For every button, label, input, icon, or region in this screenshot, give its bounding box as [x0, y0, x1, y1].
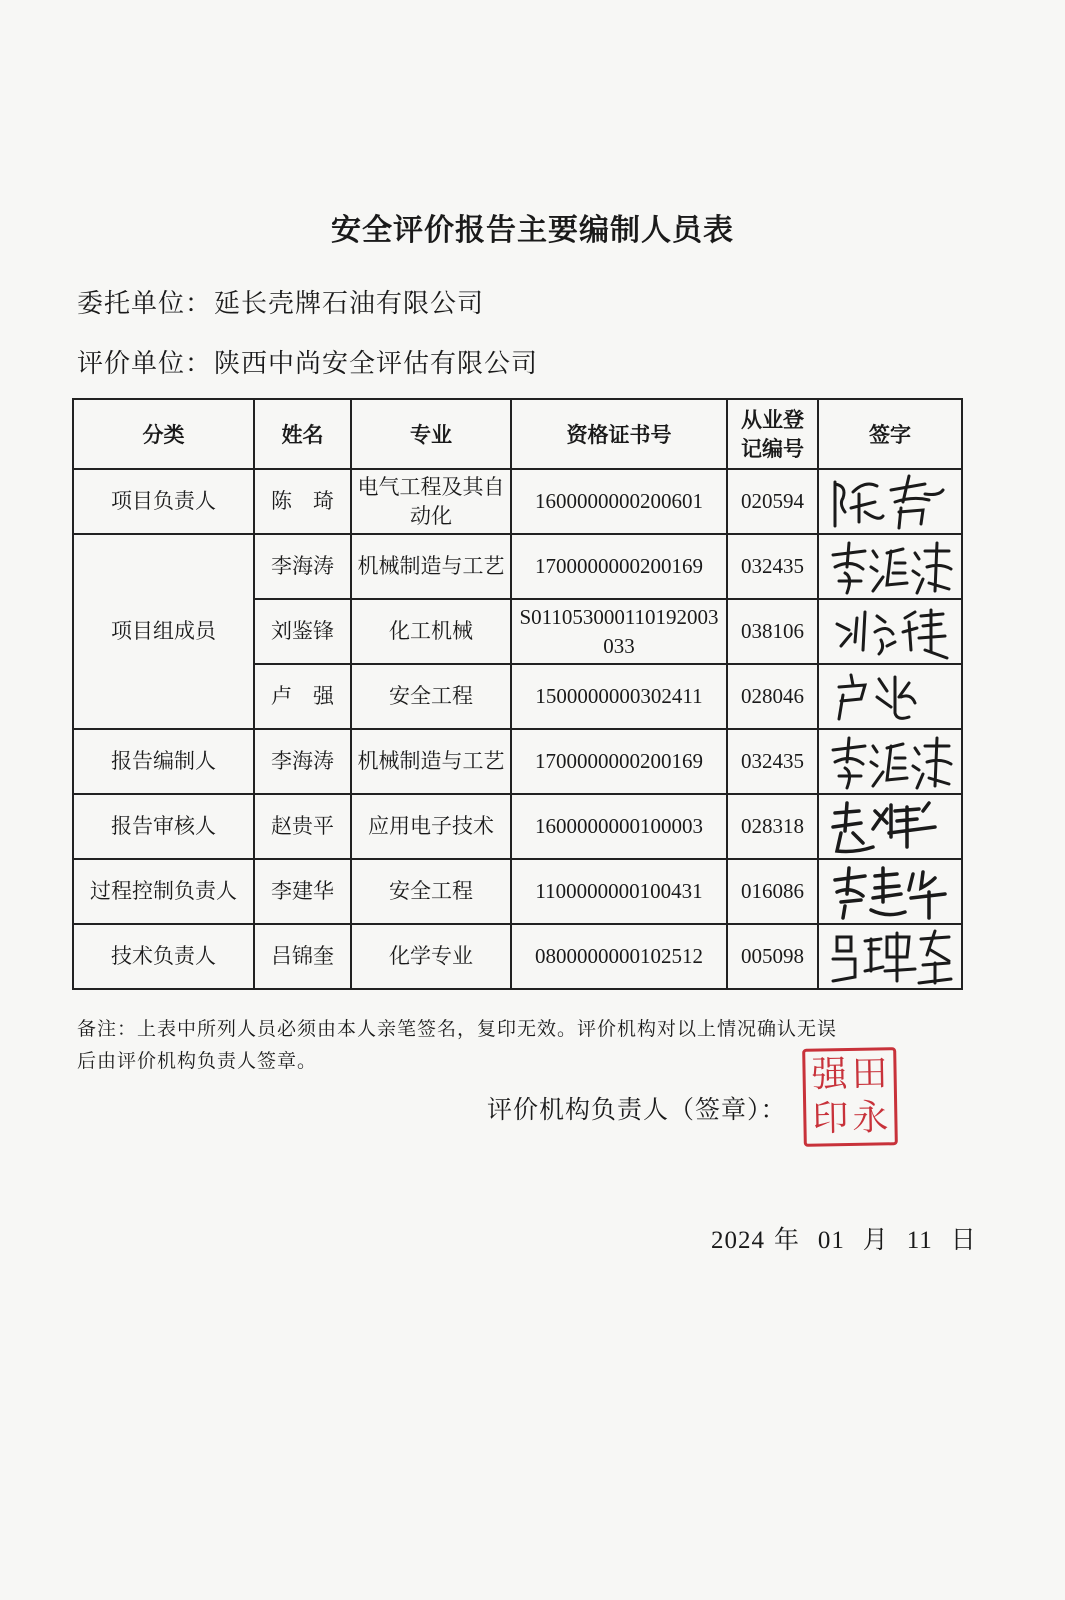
client-name: 延长壳牌石油有限公司 — [214, 289, 485, 319]
date-year-unit: 年 — [773, 1225, 800, 1254]
header-reg-line2: 记编号 — [741, 436, 804, 461]
cell-cert: 1700000000200169 — [511, 729, 727, 794]
cell-category: 报告编制人 — [73, 729, 254, 794]
handwritten-signature-icon — [825, 862, 955, 922]
signature-cell — [818, 859, 962, 924]
cell-major: 机械制造与工艺 — [351, 729, 511, 794]
cell-cert: S011053000110192003033 — [511, 599, 727, 664]
header-reg — [727, 399, 818, 469]
cell-category: 技术负责人 — [73, 924, 254, 989]
cell-reg: 032435 — [727, 534, 818, 599]
cell-name: 赵贵平 — [254, 794, 351, 859]
table-header-row — [73, 399, 962, 469]
cell-reg: 005098 — [727, 924, 818, 989]
cell-reg: 016086 — [727, 859, 818, 924]
cell-name: 刘鉴锋 — [254, 599, 351, 664]
header-name: 姓名 — [254, 399, 351, 469]
agency-head-sign-label: 评价机构负责人（签章）： — [487, 1095, 787, 1124]
signature-cell — [818, 729, 962, 794]
cell-cert: 0800000000102512 — [511, 924, 727, 989]
signature-cell — [818, 534, 962, 599]
cell-reg: 028318 — [727, 794, 818, 859]
cell-reg: 020594 — [727, 469, 818, 534]
date-month: 01 — [817, 1227, 845, 1254]
document-title: 安全评价报告主要编制人员表 — [331, 213, 734, 248]
cell-cert: 1600000000100003 — [511, 794, 727, 859]
date-day: 11 — [906, 1227, 933, 1254]
cell-cert: 1700000000200169 — [511, 534, 727, 599]
handwritten-signature-icon — [825, 927, 955, 987]
table-row — [73, 534, 962, 599]
header-major: 专业 — [351, 399, 511, 469]
evaluator-name: 陕西中尚安全评估有限公司 — [214, 349, 539, 379]
header-category: 分类 — [73, 399, 254, 469]
cell-major: 安全工程 — [351, 859, 511, 924]
table-row — [73, 924, 962, 989]
cell-name: 吕锦奎 — [254, 924, 351, 989]
cell-major: 安全工程 — [351, 664, 511, 729]
seal-char: 强 — [811, 1054, 848, 1096]
cell-name: 李海涛 — [254, 534, 351, 599]
cell-cert: 1600000000200601 — [511, 469, 727, 534]
cell-reg: 038106 — [727, 599, 818, 664]
cell-reg: 032435 — [727, 729, 818, 794]
remark-line1: 备注：上表中所列人员必须由本人亲笔签名，复印无效。评价机构对以上情况确认无误 — [77, 1018, 838, 1040]
handwritten-signature-icon — [825, 472, 955, 532]
table-row — [73, 859, 962, 924]
header-cert: 资格证书号 — [511, 399, 727, 469]
date-month-unit: 月 — [862, 1225, 889, 1254]
header-signature: 签字 — [818, 399, 962, 469]
cell-major: 化工机械 — [351, 599, 511, 664]
signature-cell — [818, 794, 962, 859]
date-day-unit: 日 — [950, 1225, 977, 1254]
handwritten-signature-icon — [825, 667, 955, 727]
handwritten-signature-icon — [825, 537, 955, 597]
client-line — [77, 283, 484, 320]
cell-name: 卢 强 — [254, 664, 351, 729]
client-label: 委托单位： — [77, 289, 213, 319]
table-row — [73, 794, 962, 859]
red-seal-icon — [802, 1047, 898, 1147]
cell-category: 项目组成员 — [73, 534, 254, 729]
seal-char: 永 — [852, 1097, 889, 1139]
handwritten-signature-icon — [825, 797, 955, 857]
seal-char: 印 — [812, 1098, 849, 1140]
cell-name: 李海涛 — [254, 729, 351, 794]
signature-cell — [818, 664, 962, 729]
signature-cell — [818, 469, 962, 534]
staff-table — [72, 398, 963, 990]
cell-major: 机械制造与工艺 — [351, 534, 511, 599]
remark-line2: 后由评价机构负责人签章。 — [77, 1050, 318, 1072]
table-row — [73, 729, 962, 794]
cell-category: 过程控制负责人 — [73, 859, 254, 924]
handwritten-signature-icon — [825, 732, 955, 792]
table-row — [73, 469, 962, 534]
signature-cell — [818, 599, 962, 664]
signature-cell — [818, 924, 962, 989]
cell-category: 项目负责人 — [73, 469, 254, 534]
document-date — [711, 1220, 977, 1256]
cell-category: 报告审核人 — [73, 794, 254, 859]
cell-name: 李建华 — [254, 859, 351, 924]
cell-major: 电气工程及其自动化 — [351, 469, 511, 534]
cell-name: 陈 琦 — [254, 469, 351, 534]
seal-char: 田 — [851, 1053, 888, 1095]
handwritten-signature-icon — [825, 602, 955, 662]
date-year: 2024 — [711, 1227, 765, 1254]
evaluator-line — [77, 343, 538, 380]
cell-cert: 1500000000302411 — [511, 664, 727, 729]
header-reg-line1: 从业登 — [741, 407, 804, 432]
cell-major: 化学专业 — [351, 924, 511, 989]
cell-reg: 028046 — [727, 664, 818, 729]
cell-cert: 1100000000100431 — [511, 859, 727, 924]
cell-major: 应用电子技术 — [351, 794, 511, 859]
evaluator-label: 评价单位： — [77, 349, 213, 379]
